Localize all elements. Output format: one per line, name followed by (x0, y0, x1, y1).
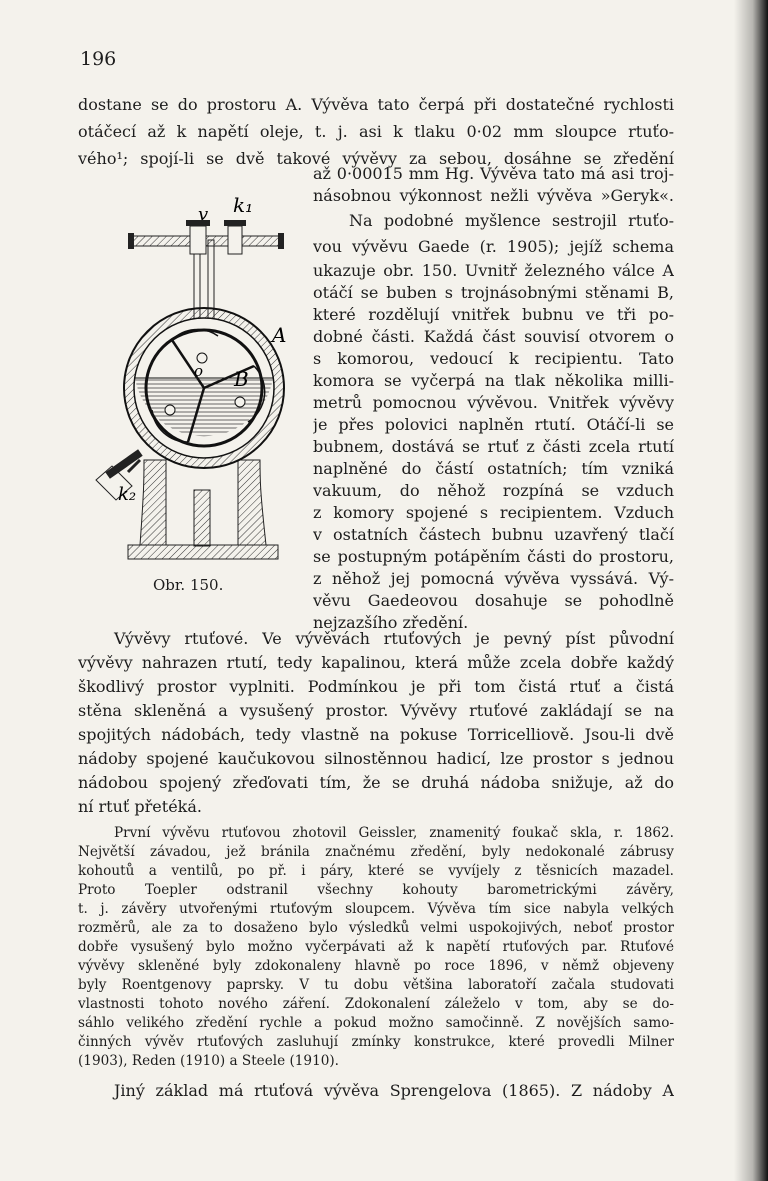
text-line: vakuum, do něhož rozpíná se vzduch (313, 481, 674, 500)
text-line: až 0·00015 mm Hg. Vývěva tato má asi troj- (313, 164, 674, 183)
label-k2: k₂ (118, 484, 137, 505)
footnote-line: kohoutů a ventilů, po př. i páry, které se vyvíjely z těsnicích mazadel. (78, 863, 674, 879)
text-line: v ostatních částech bubnu uzavřený tlačí (313, 525, 674, 544)
text-line: ukazuje obr. 150. Uvnitř železného válce A (313, 261, 674, 280)
label-k1: k₁ (233, 193, 254, 217)
footnote-line: dobře vysušený bylo možno vyčerpávati až k napětí rtuťových par. Rtuťové (78, 939, 674, 955)
vacuum-pump-diagram (78, 190, 304, 576)
footnote-line: vývěvy skleněné byly zdokonaleny hlavně po roce 1896, v němž objeveny (78, 958, 674, 974)
footnote-line: byly Roentgenovy paprsky. V tu dobu většina laboratoří začala studovati (78, 977, 674, 993)
text-line: dostane se do prostoru A. Vývěva tato čerpá při dostatečné rychlosti (78, 95, 674, 114)
text-line: spojitých nádobách, tedy vlastně na pokuse Torricelliově. Jsou-li dvě (78, 725, 674, 744)
text-line: otáčí se buben s trojnásobnými stěnami B, (313, 283, 674, 302)
footnote-line: činných vývěv rtuťových zasluhují zmínky konstrukce, které provedli Milner (78, 1034, 674, 1050)
text-line: se postupným potápěním části do prostoru, (313, 547, 674, 566)
footnote-line: První vývěvu rtuťovou zhotovil Geissler, znamenitý foukač skla, r. 1862. (114, 825, 674, 841)
text-line: nejzazšího zředění. (313, 613, 469, 632)
text-line: Jiný základ má rtuťová vývěva Sprengelova (1865). Z nádoby A (114, 1081, 674, 1100)
page-edge-shadow (734, 0, 768, 1181)
text-line: vého¹; spojí-li se dvě takové vývěvy za sebou, dosáhne se zředění (78, 149, 674, 168)
text-line: s komorou, vedoucí k recipientu. Tato (313, 349, 674, 368)
text-line: z něhož jej pomocná vývěva vyssává. Vý- (313, 569, 674, 588)
text-line: dobné části. Každá část souvisí otvorem o (313, 327, 674, 346)
page-number: 196 (80, 48, 117, 70)
text-line: násobnou výkonnost nežli vývěva »Geryk«. (313, 186, 674, 205)
figure-caption: Obr. 150. (153, 576, 224, 594)
footnote-line: rozměrů, ale za to dosaženo bylo výsledků velmi uspokojivých, neboť prostor (78, 920, 674, 936)
figure-150 (78, 190, 304, 576)
label-A: A (272, 323, 287, 347)
footnote-line: (1903), Reden (1910) a Steele (1910). (78, 1053, 339, 1069)
footnote-line: Největší závadou, jež bránila značnému zředění, byly nedokonalé zábrusy (78, 844, 674, 860)
text-line: z komory spojené s recipientem. Vzduch (313, 503, 674, 522)
text-line: věvu Gaedeovou dosahuje se pohodlně (313, 591, 674, 610)
text-line: bubnem, dostává se rtuť z části zcela rtutí (313, 437, 674, 456)
text-line: nádoby spojené kaučukovou silnostěnnou hadicí, lze prostor s jednou (78, 749, 674, 768)
text-line: vývěvy nahrazen rtutí, tedy kapalinou, která může zcela dobře každý (78, 653, 674, 672)
text-line: otáčecí až k napětí oleje, t. j. asi k tlaku 0·02 mm sloupce rtuťo- (78, 122, 674, 141)
label-B: B (234, 367, 249, 391)
footnote-line: sáhlo velikého zředění rychle a pokud možno samočinně. Z novějších samo- (78, 1015, 674, 1031)
text-line: škodlivý prostor vyplniti. Podmínkou je při tom čistá rtuť a čistá (78, 677, 674, 696)
text-line: stěna skleněná a vysušený prostor. Vývěvy rtuťové zakládají se na (78, 701, 674, 720)
text-line: naplněné do částí ostatních; tím vzniká (313, 459, 674, 478)
footnote-line: t. j. závěry utvořenými rtuťovým sloupcem. Vývěva tím sice nabyla velkých (78, 901, 674, 917)
text-line: ní rtuť přetéká. (78, 797, 202, 816)
text-line: Vývěvy rtuťové. Ve vývěvách rtuťových je pevný píst původní (114, 629, 674, 648)
text-line: je přes polovici naplněn rtutí. Otáčí-li se (313, 415, 674, 434)
text-line: které rozdělují vnitřek bubnu ve tři po- (313, 305, 674, 324)
text-line: Na podobné myšlence sestrojil rtuťo- (349, 211, 674, 230)
text-line: vou vývěvu Gaede (r. 1905); jejíž schema (313, 237, 674, 256)
text-line: metrů pomocnou vývěvou. Vnitřek vývěvy (313, 393, 674, 412)
footnote-line: Proto Toepler odstranil všechny kohouty barometrickými závěry, (78, 882, 674, 898)
label-o: o (194, 362, 204, 380)
footnote-line: vlastnosti tohoto nového záření. Zdokonalení záleželo v tom, aby se do- (78, 996, 674, 1012)
label-v: v (198, 204, 209, 225)
text-line: nádobou spojený zřeďovati tím, že se druhá nádoba snižuje, až do (78, 773, 674, 792)
text-line: komora se vyčerpá na tlak několika milli- (313, 371, 674, 390)
